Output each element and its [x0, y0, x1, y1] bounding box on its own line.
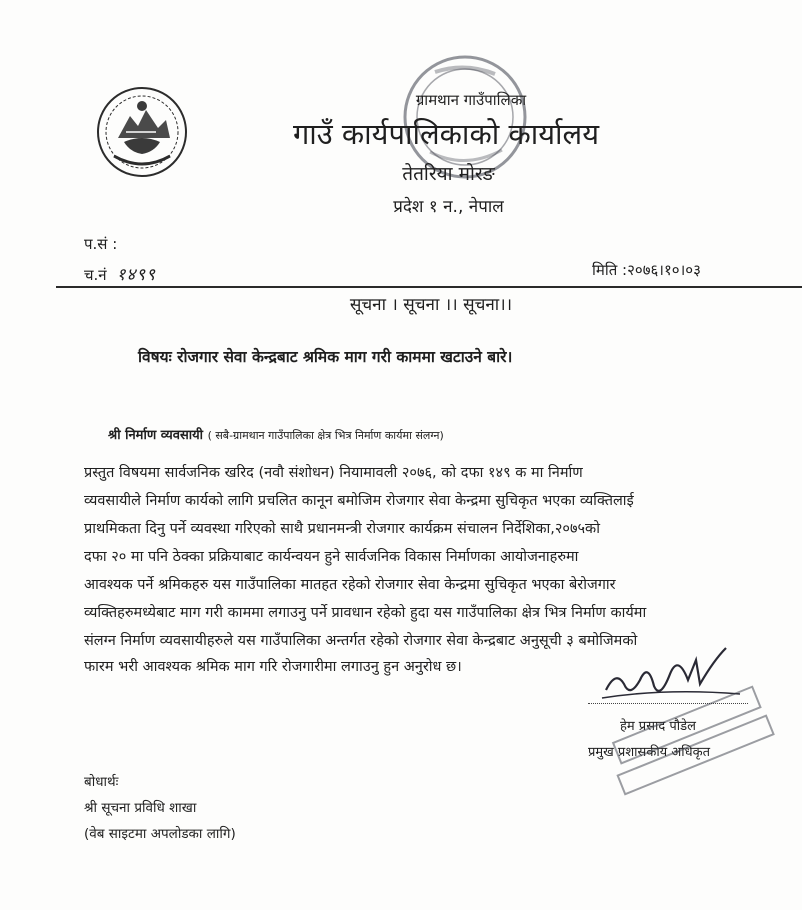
- signatory-name: हेम प्रसाद पौडेल: [620, 719, 696, 734]
- header-divider: [56, 286, 802, 288]
- body-line: प्राथमिकता दिनु पर्ने व्यवस्था गरिएको साथै प्रधानमन्त्री रोजगार कार्यक्रम संचालन निर्देशिका,२०७५को: [84, 521, 600, 537]
- office-title: गाउँ कार्यपालिकाको कार्यालय: [292, 117, 600, 151]
- signatory-title: प्रमुख प्रशासकीय अधिकृत: [588, 745, 711, 760]
- body-line: व्यक्तिहरुमध्येबाट माग गरी काममा लगाउनु पर्ने प्रावधान रहेको हुदा यस गाउँपालिका क्षेत्र भित्र निर्माण कार्यमा: [84, 605, 647, 621]
- body-line: दफा २० मा पनि ठेक्का प्रक्रियाबाट कार्यन्वयन हुने सार्वजनिक विकास निर्माणका आयोजनाहरुमा: [84, 549, 579, 565]
- signature-stamp-icon: [600, 676, 780, 806]
- issue-date: मिति :२०७६।१०।०३: [592, 261, 701, 279]
- body-line: संलग्न निर्माण व्यवसायीहरुले यस गाउँपालिका अन्तर्गत रहेको रोजगार सेवा केन्द्रबाट अनुसूची ३ बमोजिमको: [84, 633, 638, 649]
- body-line: फारम भरी आवश्यक श्रमिक माग गरि रोजगारीमा लगाउनु हुन अनुरोध छ।: [84, 659, 462, 675]
- cn-label: च.नं: [84, 266, 107, 284]
- addressee-name: श्री निर्माण व्यवसायी: [108, 428, 204, 443]
- cn-field: [84, 262, 156, 285]
- notice-heading: सूचना । सूचना ।। सूचना।।: [349, 295, 513, 315]
- addressee-note: ( सबै-ग्रामथान गाउँपालिका क्षेत्र भित्र निर्माण कार्यमा संलग्न): [207, 429, 444, 442]
- cn-value: १४९९: [116, 265, 156, 285]
- addressee: [108, 425, 444, 443]
- body-line: प्रस्तुत विषयमा सार्वजनिक खरिद (नवौ संशोधन) नियामावली २०७६, को दफा १४९ क मा निर्माण: [84, 465, 583, 481]
- body-line: आवश्यक पर्ने श्रमिकहरु यस गाउँपालिका मातहत रहेको रोजगार सेवा केन्द्रमा सुचिकृत भएका बेरोजगार: [84, 577, 616, 593]
- office-location: तेतरिया मोरङ: [402, 163, 495, 185]
- cc-purpose: (वेब साइटमा अपलोडका लागि): [84, 826, 236, 842]
- office-province: प्रदेश १ न., नेपाल: [393, 197, 504, 217]
- cc-label: बोधार्थः: [84, 774, 119, 790]
- cc-recipient: श्री सूचना प्रविधि शाखा: [84, 800, 197, 816]
- ps-label: प.सं :: [84, 235, 118, 253]
- subject-line: विषयः रोजगार सेवा केन्द्रबाट श्रमिक माग गरी काममा खटाउने बारे।: [138, 348, 513, 366]
- office-subheading: ग्रामथान गाउँपालिका: [415, 91, 527, 109]
- body-line: व्यवसायीले निर्माण कार्यको लागि प्रचलित कानून बमोजिम रोजगार सेवा केन्द्रमा सुचिकृत भएका व्यक्तिलाई: [84, 493, 634, 509]
